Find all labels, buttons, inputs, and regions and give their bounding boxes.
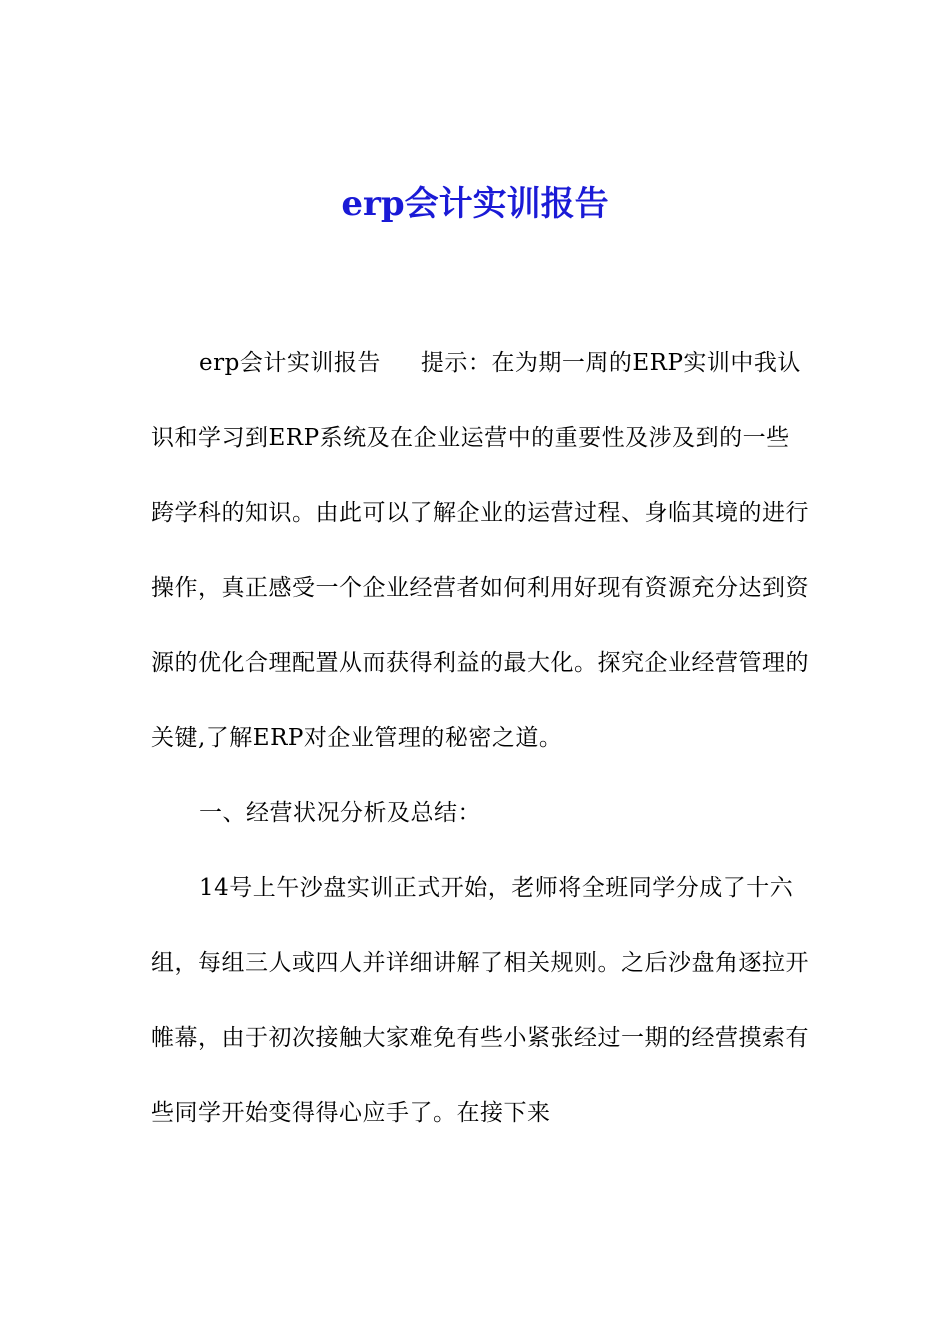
intro-text: 提示：在为期一周的ERP实训中我认识和学习到ERP系统及在企业运营中的重要性及涉及到的一些跨学科的知识。由此可以了解企业的运营过程、身临其境的进行操作，真正感受一个企业经营者如何利用好现有资源充分达到资源的优化合理配置从而获得利益的最大化。探究企业经营管理的关键,了解ERP对企业管理的秘密之道。 <box>151 350 809 751</box>
intro-lead: erp会计实训报告 <box>199 350 381 376</box>
document-title: erp会计实训报告 <box>341 184 609 224</box>
intro-paragraph <box>151 326 811 776</box>
section-heading: 一、经营状况分析及总结： <box>199 800 481 826</box>
paragraph-2: 14号上午沙盘实训正式开始，老师将全班同学分成了十六组，每组三人或四人并详细讲解了相关规则。之后沙盘角逐拉开帷幕，由于初次接触大家难免有些小紧张经过一期的经营摸索有些同学开始变得得心应手了。在接下来 <box>151 875 809 1126</box>
document-body <box>151 326 811 1151</box>
